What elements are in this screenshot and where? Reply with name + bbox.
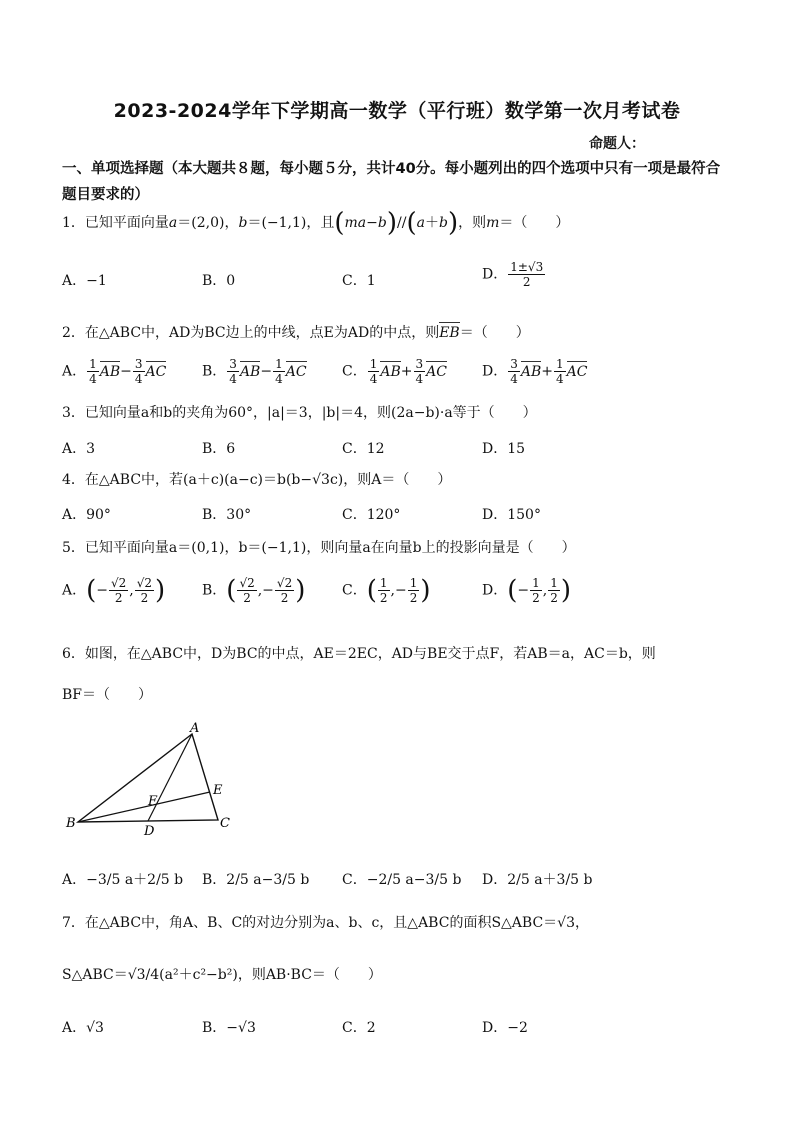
q7-option-d[interactable]: D．−2 (482, 1020, 528, 1036)
q2-fraction: $\frac{1}{4}$ (556, 357, 564, 386)
q5-option-b[interactable]: B．( $\frac{√2}{2}$ ,− $\frac{√2}{2}$ ) (202, 575, 306, 606)
q2-vector-ac: AC (566, 363, 588, 380)
page-title: 2023-2024学年下学期高一数学（平行班）数学第一次月考试卷 (113, 100, 681, 122)
q2-fraction: $\frac{1}{4}$ (275, 357, 283, 386)
q2-sign: + (400, 363, 413, 380)
label-d: D (144, 824, 155, 839)
label-b: B (66, 816, 76, 831)
q2-option-label: D． (482, 363, 508, 380)
q6-option-d[interactable]: D．2/5 a＋3/5 b (482, 872, 593, 888)
q2-vector-eb: EB (439, 325, 460, 341)
q4-option-c[interactable]: C．120° (342, 507, 401, 523)
q2-vector-ab: AB (380, 363, 401, 380)
q2-vector-ac: AC (426, 363, 447, 380)
q5-option-a-label: A． (62, 582, 87, 599)
label-f: F (148, 794, 158, 809)
q4-option-a[interactable]: A．90° (62, 507, 111, 523)
q5-option-c[interactable]: C．( $\frac{1}{2}$ ,− $\frac{1}{2}$ ) (342, 575, 431, 606)
q2-option-label: A． (62, 363, 87, 380)
q1-text-b: ＝(2,0)， (177, 215, 239, 231)
q1-option-a[interactable]: A．−1 (62, 273, 107, 289)
q6-option-b[interactable]: B．2/5 a−3/5 b (202, 872, 310, 888)
question-7-stem-2: S△ABC＝√3/4(a²＋c²−b²)，则AB·BC＝（ ） (62, 967, 382, 983)
q1-option-d-label: D． (482, 266, 508, 283)
author-label: 命题人： (589, 136, 645, 152)
q2-fraction: $\frac{3}{4}$ (415, 357, 424, 386)
question-4-stem: 4．在△ABC中，若(a＋c)(a−c)＝b(b−√3c)，则A＝（ ） (62, 472, 452, 488)
q5-option-d[interactable]: D．(− $\frac{1}{2}$ , $\frac{1}{2}$ ) (482, 575, 572, 606)
q2-option-b[interactable] (202, 357, 307, 386)
q2-fraction: $\frac{1}{4}$ (369, 357, 378, 386)
q2-vector-ab: AB (239, 363, 261, 380)
q1-option-b[interactable]: B．0 (202, 273, 236, 289)
question-7-stem: 7．在△ABC中，角A、B、C的对边分别为a、b、c，且△ABC的面积S△ABC＝√3， (62, 915, 589, 931)
q5-option-d-label: D． (482, 582, 508, 599)
q6-option-c[interactable]: C．−2/5 a−3/5 b (342, 872, 462, 888)
q1-text-e: ＝（ ） (499, 215, 570, 231)
q2-option-label: B． (202, 363, 227, 380)
label-e: E (213, 783, 223, 798)
q2-option-c[interactable] (342, 357, 447, 386)
q2-text: 2．在△ABC中，AD为BC边上的中线，点E为AD的中点，则 (62, 325, 440, 341)
section-heading: 一、单项选择题（本大题共８题，每小题５分，共计40分。每小题列出的四个选项中只有一项是最符合题目要求的） (62, 161, 721, 203)
q7-option-a[interactable]: A．√3 (62, 1020, 104, 1036)
q2-option-a[interactable] (62, 357, 166, 386)
q6-triangle-figure (60, 720, 250, 840)
q3-option-a[interactable]: A．3 (62, 441, 96, 457)
q1-option-d-fraction: $\frac{1\pm√3}{2}$ (510, 260, 544, 289)
q1-text-c: ＝(−1,1)，且 (247, 215, 335, 231)
q2-fraction: $\frac{3}{4}$ (229, 357, 237, 386)
question-6-stem-2: BF＝（ ） (62, 687, 153, 703)
q2-text-end: ＝（ ） (459, 325, 530, 341)
label-a: A (190, 721, 200, 736)
q2-fraction: $\frac{1}{4}$ (89, 357, 97, 386)
q7-option-b[interactable]: B．−√3 (202, 1020, 256, 1036)
q5-option-b-label: B． (202, 582, 227, 599)
q1-text-a: 1．已知平面向量 (62, 215, 169, 231)
q6-option-a[interactable]: A．−3/5 a＋2/5 b (62, 872, 184, 888)
q2-vector-ab: AB (520, 363, 542, 380)
question-3-stem: 3．已知向量a和b的夹角为60°，|a|＝3，|b|＝4，则(2a−b)·a等于（ ） (62, 405, 537, 421)
q3-option-b[interactable]: B．6 (202, 441, 236, 457)
q2-fraction: $\frac{3}{4}$ (510, 357, 518, 386)
q3-option-c[interactable]: C．12 (342, 441, 385, 457)
q2-fraction: $\frac{3}{4}$ (134, 357, 143, 386)
question-2-stem (62, 322, 530, 342)
q3-option-d[interactable]: D．15 (482, 441, 526, 457)
q4-option-b[interactable]: B．30° (202, 507, 252, 523)
question-6-stem: 6．如图，在△ABC中，D为BC的中点，AE＝2EC，AD与BE交于点F，若AB＝a，AC＝b，则 (62, 646, 656, 662)
q1-option-d[interactable] (482, 260, 546, 289)
q4-option-d[interactable]: D．150° (482, 507, 541, 523)
q2-vector-ac: AC (145, 363, 167, 380)
q2-option-label: C． (342, 363, 367, 380)
q2-option-d[interactable] (482, 357, 587, 386)
label-c: C (220, 816, 230, 831)
q2-sign: − (120, 363, 132, 380)
q1-text-d: ，则 (458, 215, 487, 231)
question-5-stem: 5．已知平面向量a＝(0,1)，b＝(−1,1)，则向量a在向量b上的投影向量是（ ） (62, 540, 576, 556)
q2-vector-ac: AC (285, 363, 307, 380)
q2-vector-ab: AB (99, 363, 121, 380)
question-1-stem: 1．已知平面向量a＝(2,0)，b＝(−1,1)，且(ma−b)//(a＋b)，则m＝（ ） (62, 208, 570, 238)
q5-option-a[interactable]: A．(− $\frac{√2}{2}$ , $\frac{√2}{2}$ ) (62, 575, 166, 606)
q5-option-c-label: C． (342, 582, 367, 599)
q1-option-c[interactable]: C．1 (342, 273, 376, 289)
q2-sign: + (541, 363, 554, 380)
q2-sign: − (260, 363, 273, 380)
q7-option-c[interactable]: C．2 (342, 1020, 376, 1036)
